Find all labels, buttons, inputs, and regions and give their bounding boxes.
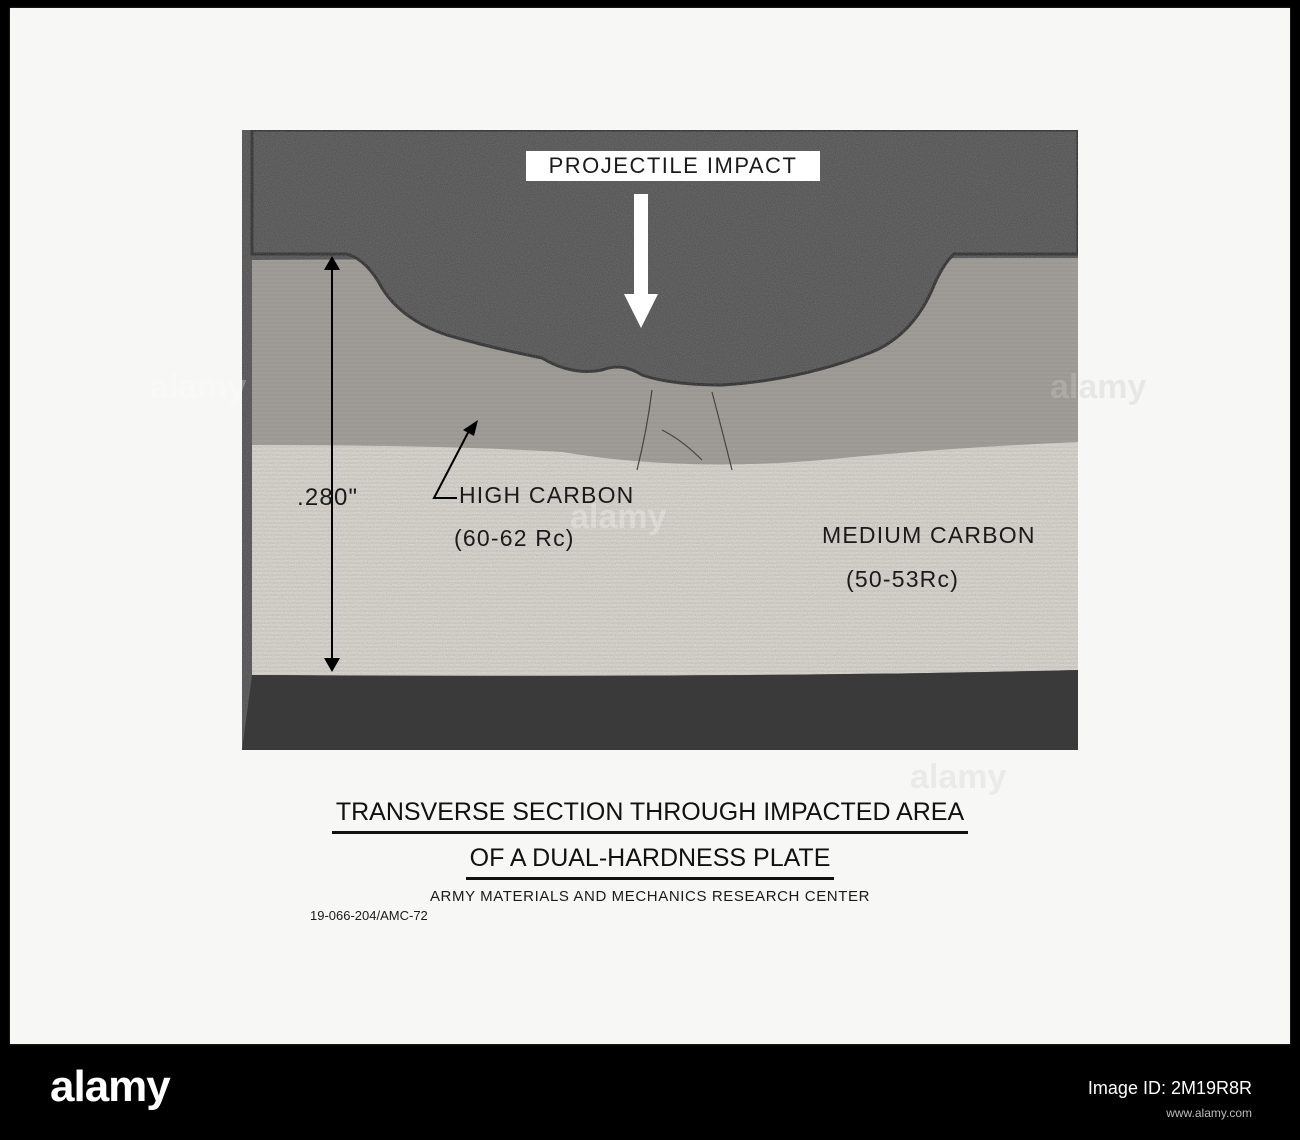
micrograph-photo [242,130,1078,750]
catalog-number: 19-066-204/AMC-72 [310,908,428,923]
watermark: alamy [1050,368,1147,406]
caption-title-line-2: OF A DUAL-HARDNESS PLATE [10,844,1290,880]
image-id: Image ID: 2M19R8R [1087,1078,1252,1098]
brand-logo: alamy [50,1062,170,1111]
thickness-label: .280" [297,484,359,511]
high-carbon-label: HIGH CARBON [459,482,635,508]
projectile-impact-label: PROJECTILE IMPACT [526,151,820,181]
watermark: alamy [910,758,1007,796]
website-link[interactable]: www.alamy.com [1166,1106,1252,1120]
photo-print-card [10,8,1290,1044]
footer-bar [0,1048,1300,1140]
organization-name: ARMY MATERIALS AND MECHANICS RESEARCH CENTER [429,888,871,905]
medium-carbon-hardness: (50-53Rc) [846,566,960,592]
high-carbon-hardness: (60-62 Rc) [454,525,575,551]
caption-title-line-1: TRANSVERSE SECTION THROUGH IMPACTED AREA [10,798,1290,834]
watermark: alamy [150,368,247,406]
micrograph-image [242,130,1078,750]
medium-carbon-label: MEDIUM CARBON [822,522,1036,548]
watermark: alamy [570,498,667,536]
